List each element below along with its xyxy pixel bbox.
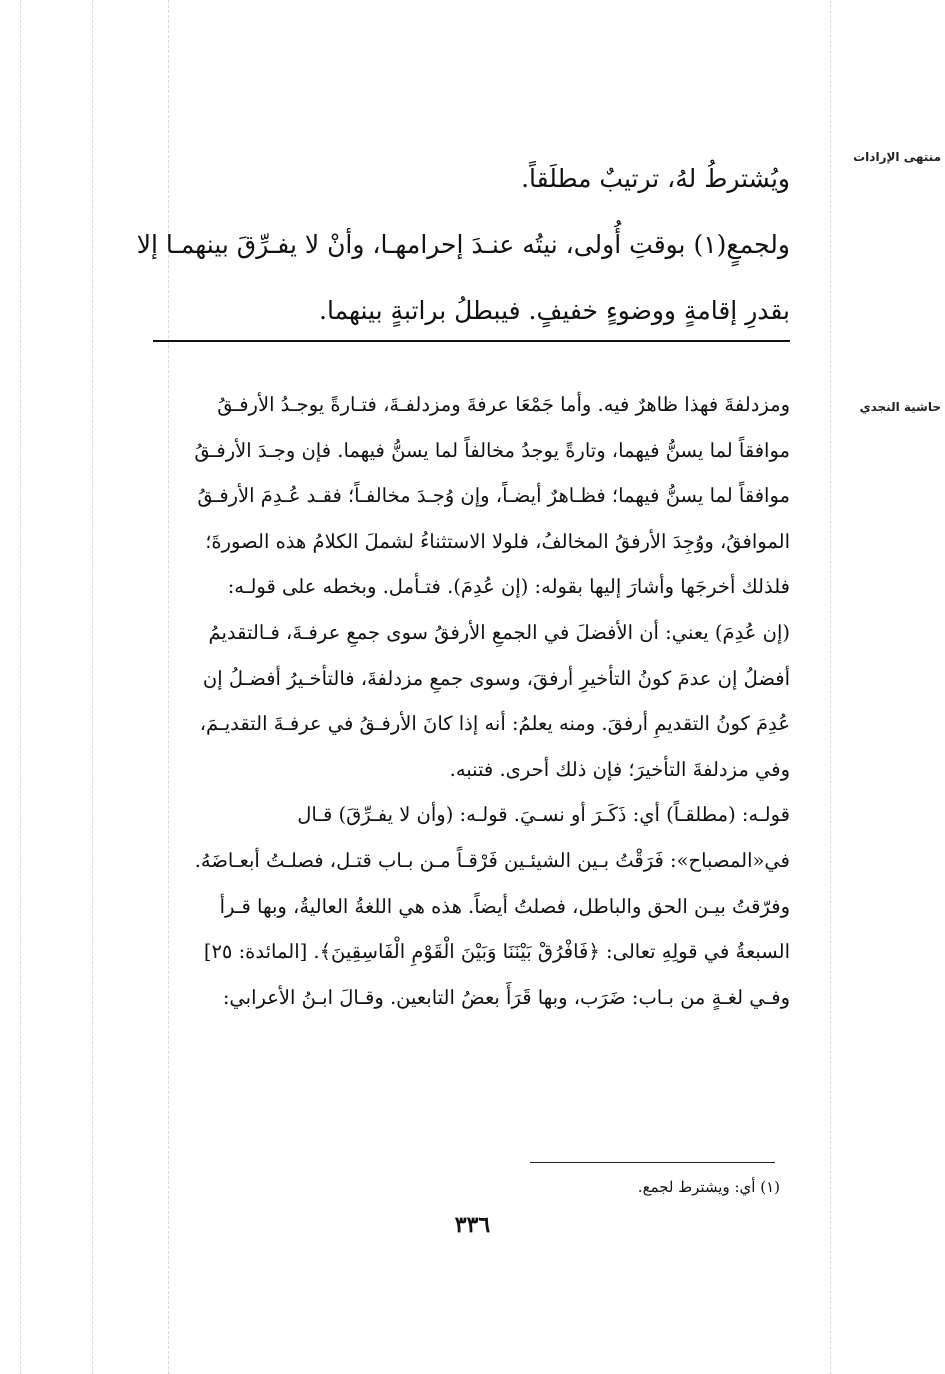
scan-guide-line [830, 0, 831, 1374]
commentary-line: قولـه: (مطلقـاً) أي: ذَكَـرَ أو نسـيَ. قولـه: (وأن لا يفـرِّقَ) قـال [297, 803, 790, 827]
commentary-line: وفـي لغـةٍ من بـاب: ضَرَب، وبها قَرَأَ بعضُ التابعين. وقـالَ ابـنُ الأعرابي: [222, 985, 790, 1009]
commentary-line: وفي مزدلفةَ التأخيرَ؛ فإن ذلك أحرى. فتنبه. [449, 757, 790, 781]
matn-text-block [100, 146, 790, 344]
commentary-line: في«المصباح»: فَرَقْتُ بـين الشيئـين فَرْقـاً مـن بـاب قتـل، فصلـتُ أبعـاضَهُ. [194, 848, 790, 872]
matn-line: ويُشترطُ لهُ، ترتيبٌ مطلَقاً. [521, 164, 790, 193]
scan-guide-line [20, 0, 21, 1374]
commentary-line: السبعةُ في قولِهِ تعالى: ﴿فَافْرُقْ بَيْنَنَا وَبَيْنَ الْقَوْمِ الْفَاسِقِينَ﴾. [المائدة: ٢٥] [203, 940, 790, 964]
footnote-divider [530, 1162, 775, 1163]
side-label-matn: منتهى الإرادات [853, 150, 941, 164]
commentary-line: وفرّقتُ بيـن الحق والباطل، فصلتُ أيضاً. هذه هي اللغةُ العاليةُ، وبها قـرأ [219, 894, 790, 918]
side-label-sharh: حاشية النجدي [859, 400, 941, 414]
page-number: ٣٣٦ [454, 1212, 491, 1238]
matn-line: بقدرِ إقامةٍ ووضوءٍ خفيفٍ. فيبطلُ براتبةٍ بينهما. [319, 296, 790, 325]
scan-guide-line [92, 0, 93, 1374]
commentary-line: أفضلُ إن عدمَ كونُ التأخيرِ أرفقَ، وسوى جمعِ مزدلفةَ، فالتأخـيرُ أفضـلُ إن [202, 666, 790, 690]
matn-line: ولجمعٍ(١) بوقتِ أُولى، نيتُه عنـدَ إحرامهـا، وأنْ لا يفـرِّقَ بينهمـا إلا [136, 230, 790, 259]
commentary-text-block [100, 382, 790, 1020]
commentary-line: موافقاً لما يسنُّ فيهما، وتارةً يوجدُ مخالفاً لما يسنُّ فيهما. فإن وجـدَ الأرفـقُ [194, 438, 790, 462]
footnote: (١) أي: ويشترط لجمع. [637, 1178, 780, 1196]
commentary-line: (إن عُدِمَ) يعني: أن الأفضلَ في الجمعِ الأرفقُ سوى جمعِ عرفـةَ، فـالتقديمُ [208, 620, 790, 644]
commentary-line: فلذلك أخرجَها وأشارَ إليها بقوله: (إن عُدِمَ). فتـأمل. وبخطه على قولـه: [227, 575, 790, 599]
commentary-line: ومزدلفةَ فهذا ظاهرٌ فيه. وأما جَمْعَا عرفةَ ومزدلفـةَ، فتـارةً يوجـدُ الأرفـقُ [217, 393, 790, 416]
commentary-line: موافقاً لما يسنُّ فيهما؛ فظـاهرٌ أيضـاً، وإن وُجـدَ مخالفـاً؛ فقـد عُـدِمَ الأرفـقُ [197, 484, 790, 508]
commentary-line: الموافقُ، ووُجِدَ الأرفقُ المخالفُ، فلولا الاستثناءُ لشملَ الكلامُ هذه الصورةَ؛ [205, 529, 790, 553]
commentary-line: عُدِمَ كونُ التقديمِ أرفقَ. ومنه يعلمُ: أنه إذا كانَ الأرفـقُ في عرفـةَ التقديـمَ، [199, 712, 790, 736]
section-divider [153, 340, 790, 342]
